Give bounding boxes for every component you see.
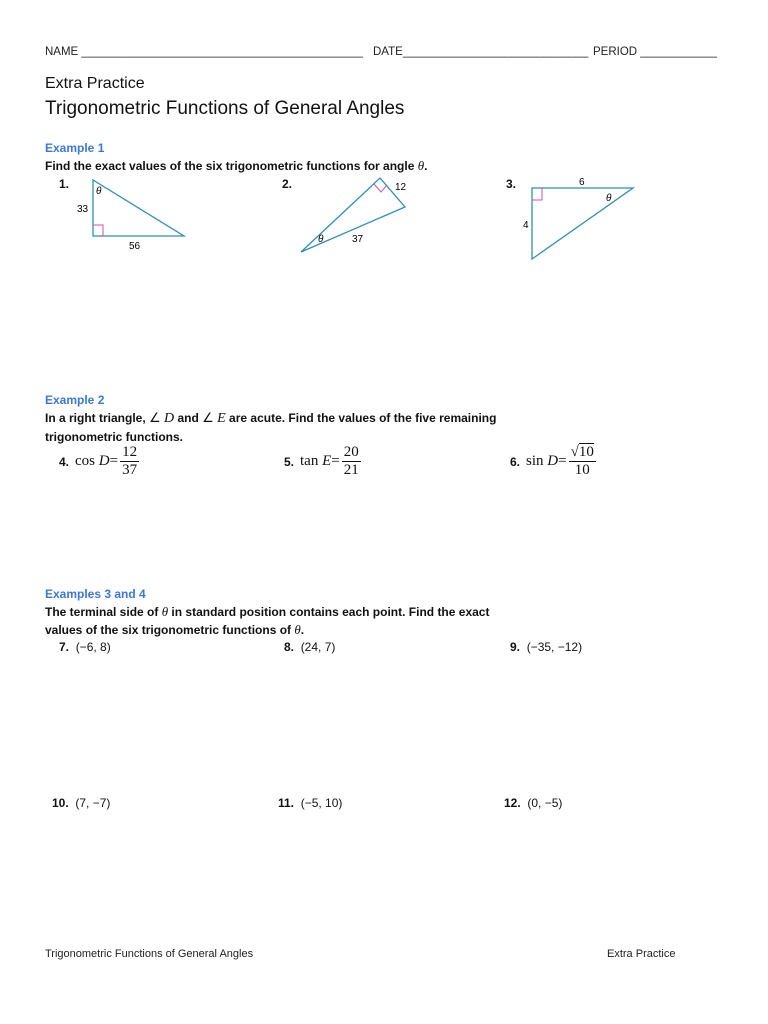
problem-12-number: 12. [504,796,521,810]
problem-12 [504,796,562,810]
example2-line-1 [45,409,496,428]
problem-1-number: 1. [59,177,70,191]
equals: = [558,453,567,469]
footer-right: Extra Practice [607,948,676,960]
fraction [569,444,596,479]
denominator: 10 [574,462,590,478]
triangle-3-side-left: 4 [523,220,529,231]
numerator: 12 [122,444,138,460]
example3-instruction [45,603,489,639]
problem-5 [284,444,361,479]
triangle-2-theta: θ [318,234,324,245]
triangle-3-side-top: 6 [579,177,585,188]
fraction [120,444,139,479]
var-d: D [164,411,175,426]
problem-2-number: 2. [282,177,293,191]
triangle-1-side-bottom: 56 [129,241,141,252]
triangle-3-shape [532,188,633,259]
denominator: 21 [343,462,359,478]
instruction-period: . [424,159,428,173]
example2-heading: Example 2 [45,393,105,407]
problem-4 [59,444,139,479]
theta-symbol: θ [161,604,169,619]
problem-11-point: (−5, 10) [300,796,343,810]
text: . [300,623,305,637]
denominator: 37 [122,462,138,478]
example3-line-1 [45,603,489,621]
var: D [547,453,559,469]
problem-3-number: 3. [506,177,517,191]
var: D [98,453,110,469]
problem-6-expression [526,444,596,479]
text: The terminal side of [45,605,162,619]
problem-11 [278,796,342,810]
func: tan [300,453,319,469]
right-angle-marker [532,188,542,200]
angle-symbol: ∠ [202,410,214,425]
right-angle-marker [93,225,103,236]
footer-left: Trigonometric Functions of General Angles [45,948,254,960]
equals: = [109,453,119,469]
right-angle-marker [374,184,387,192]
triangle-2-side-right: 12 [395,182,407,193]
example1-heading: Example 1 [45,141,105,155]
text: are acute. Find the values of the five remaining [225,411,497,425]
triangle-2-side-bottom: 37 [352,234,364,245]
problem-11-number: 11. [278,796,295,810]
problem-4-number: 4. [59,454,70,469]
problem-6 [510,444,596,479]
triangle-1-shape [93,180,184,236]
period-field-label: PERIOD ____________ [593,46,718,58]
problem-8 [284,640,335,654]
problem-5-expression [300,444,361,479]
problem-7-point: (−6, 8) [75,640,111,654]
text: and [174,411,203,425]
example2-instruction [45,409,496,446]
problem-9 [510,640,582,654]
text: in standard position contains each point. Find the exact [168,605,490,619]
radical-sign: √ [570,444,579,460]
problem-4-expression [75,444,139,479]
example3-heading: Examples 3 and 4 [45,587,146,601]
example3-line-2 [45,621,489,639]
triangle-1-diagram [70,175,200,255]
problem-9-point: (−35, −12) [526,640,583,654]
problem-9-number: 9. [510,640,521,654]
worksheet-subtitle: Extra Practice [45,75,145,92]
triangle-3-diagram [518,174,643,266]
text: values of the six trigonometric functions of [45,623,295,637]
triangle-1-side-left: 33 [77,204,89,215]
date-field-label: DATE_____________________________ [373,46,589,58]
worksheet-title: Trigonometric Functions of General Angles [45,98,405,119]
problem-6-number: 6. [510,454,521,469]
instruction-text: Find the exact values of the six trigonometric functions for angle [45,159,418,173]
func: cos [75,453,96,469]
problem-8-point: (24, 7) [300,640,336,654]
radicand: 10 [578,444,594,460]
example2-line-2: trigonometric functions. [45,430,183,444]
name-field-label: NAME ____________________________________________ [45,46,363,58]
equals: = [331,453,340,469]
text: In a right triangle, [45,411,150,425]
var: E [322,453,332,469]
problem-10-point: (7, −7) [75,796,111,810]
theta-symbol: θ [417,158,425,173]
func: sin [526,453,544,469]
problem-10 [52,796,110,810]
triangle-2-diagram [295,172,420,258]
problem-7-number: 7. [59,640,70,654]
problem-12-point: (0, −5) [527,796,563,810]
problem-7 [59,640,111,654]
fraction [342,444,361,479]
problem-8-number: 8. [284,640,295,654]
theta-symbol: θ [294,622,301,637]
var-e: E [217,411,226,426]
triangle-1-theta: θ [96,186,102,197]
numerator: 20 [343,444,359,460]
angle-symbol: ∠ [149,410,161,425]
numerator [569,444,596,462]
problem-5-number: 5. [284,454,295,469]
problem-10-number: 10. [52,796,69,810]
triangle-3-theta: θ [606,193,612,204]
